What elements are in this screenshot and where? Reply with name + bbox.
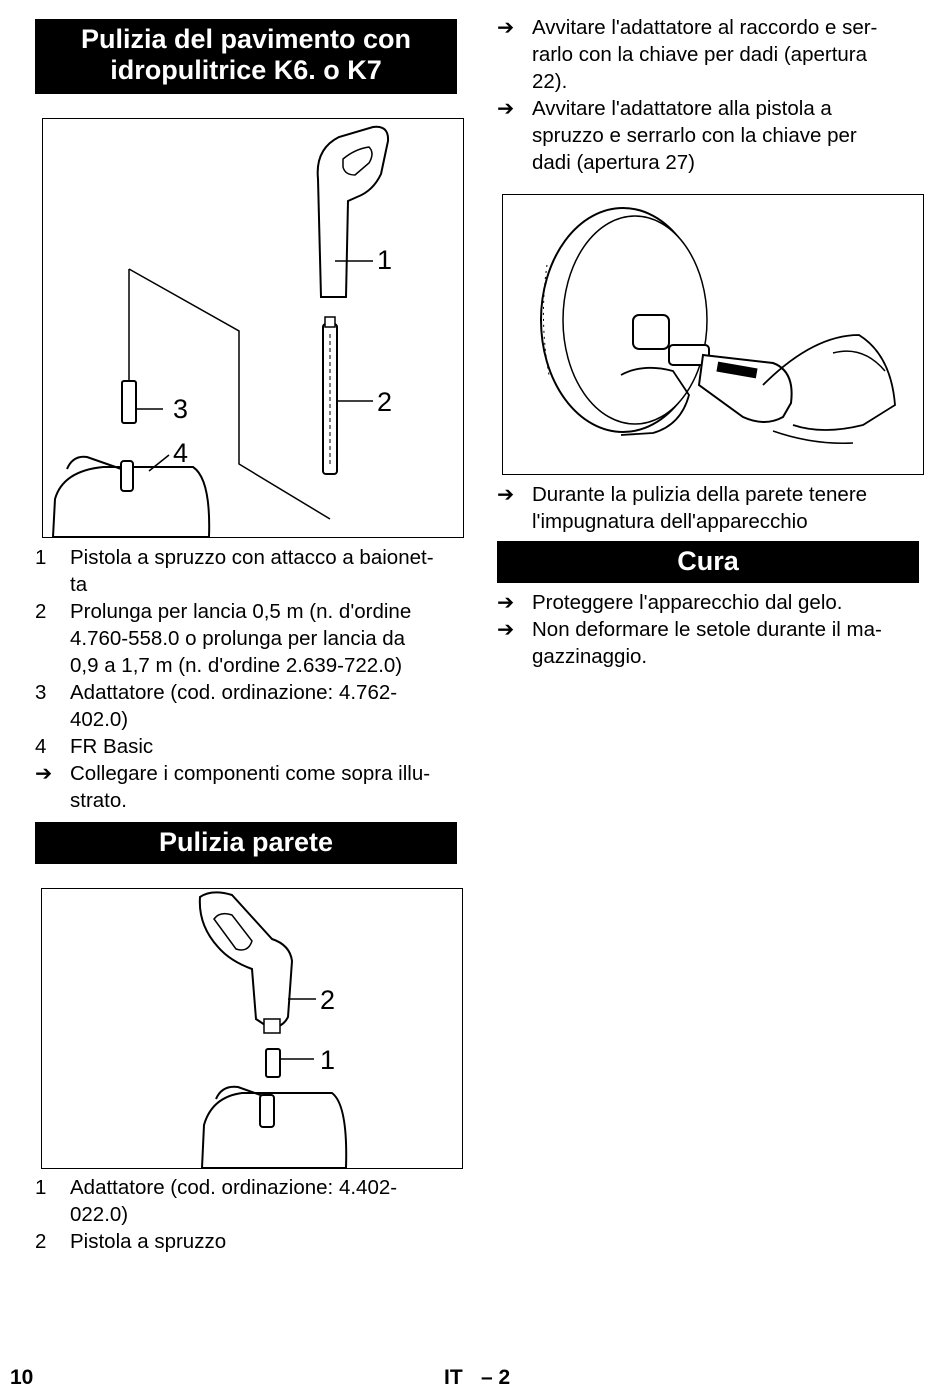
section-title-line-1: Pulizia del pavimento con	[80, 24, 412, 54]
item-text-line: Non deformare le setole durante il ma-	[532, 618, 882, 641]
wall-usage-illustration	[503, 195, 923, 474]
list-item	[497, 616, 919, 670]
list-item	[35, 679, 457, 733]
item-number: 4	[35, 735, 47, 758]
item-text-line: Proteggere l'apparecchio dal gelo.	[532, 591, 843, 614]
section-title-text: Pulizia parete	[158, 827, 334, 857]
arrow-icon: ➔	[35, 762, 53, 785]
steps-adapter-mounting	[497, 14, 919, 176]
figure-wall-usage	[502, 194, 924, 475]
spray-gun	[200, 892, 292, 1027]
item-text-line: FR Basic	[70, 735, 154, 758]
item-text-line: rarlo con la chiave per dadi (apertura	[532, 43, 868, 66]
adapter	[122, 381, 136, 423]
language-code: IT	[444, 1366, 463, 1389]
adapter	[266, 1049, 280, 1077]
item-number: 2	[35, 600, 47, 623]
item-text-line: spruzzo e serrarlo con la chiave per	[532, 124, 857, 147]
list-item	[35, 1174, 457, 1228]
item-text-line: Adattatore (cod. ordinazione: 4.402-	[70, 1176, 398, 1199]
list-item	[35, 760, 457, 814]
list-item	[497, 95, 919, 176]
figure2-callout-1: 1	[320, 1045, 336, 1075]
figure1-callout-2: 2	[377, 387, 393, 417]
section-title-floor-cleaning	[35, 19, 457, 94]
legend-wall-parts	[35, 1174, 457, 1255]
item-text-line: Prolunga per lancia 0,5 m (n. d'ordine	[70, 600, 412, 623]
section-title-text: Cura	[677, 546, 739, 576]
list-item	[497, 14, 919, 95]
figure-floor-assembly	[42, 118, 464, 538]
arrow-icon: ➔	[497, 16, 515, 39]
item-number: 1	[35, 1176, 47, 1199]
figure-wall-assembly	[41, 888, 463, 1169]
item-text-line: Avvitare l'adattatore al raccordo e ser-	[532, 16, 878, 39]
item-text-line: l'impugnatura dell'apparecchio	[532, 510, 808, 533]
item-text-line: Pistola a spruzzo con attacco a baionet-	[70, 546, 434, 569]
figure1-callout-4: 4	[173, 438, 189, 468]
item-text-line: dadi (apertura 27)	[532, 151, 695, 174]
item-text-line: 22).	[532, 70, 568, 93]
steps-wall-cleaning	[497, 481, 919, 535]
item-text-line: Pistola a spruzzo	[70, 1230, 227, 1253]
item-text-line: Durante la pulizia della parete tenere	[532, 483, 868, 506]
sub-page-number: – 2	[481, 1366, 511, 1389]
figure1-callout-1: 1	[377, 245, 393, 275]
arrow-icon: ➔	[497, 591, 515, 614]
list-item	[35, 1228, 457, 1255]
item-number: 2	[35, 1230, 47, 1253]
spray-gun	[699, 355, 792, 422]
figure2-callout-2: 2	[320, 985, 336, 1015]
item-text-line: ta	[70, 573, 88, 596]
item-number: 1	[35, 546, 47, 569]
item-text-line: Collegare i componenti come sopra illu-	[70, 762, 431, 785]
section-title-line-2: idropulitrice K6. o K7	[110, 55, 382, 85]
list-item	[35, 733, 457, 760]
list-item	[497, 589, 919, 616]
item-text-line: Avvitare l'adattatore alla pistola a	[532, 97, 832, 120]
item-text-line: 0,9 a 1,7 m (n. d'ordine 2.639-722.0)	[70, 654, 403, 677]
figure1-callout-3: 3	[173, 394, 189, 424]
item-text-line: strato.	[70, 789, 127, 812]
list-item	[497, 481, 919, 535]
item-text-line: Adattatore (cod. ordinazione: 4.762-	[70, 681, 398, 704]
arrow-icon: ➔	[497, 97, 515, 120]
item-text-line: 022.0)	[70, 1203, 129, 1226]
floor-assembly-illustration	[43, 119, 463, 537]
item-text-line: gazzinaggio.	[532, 645, 648, 668]
list-item	[35, 544, 457, 598]
list-item	[35, 598, 457, 679]
item-text-line: 402.0)	[70, 708, 129, 731]
arrow-icon: ➔	[497, 483, 515, 506]
wall-assembly-illustration	[42, 889, 462, 1168]
page-number: 10	[10, 1366, 34, 1389]
steps-care	[497, 589, 919, 670]
item-text-line: 4.760-558.0 o prolunga per lancia da	[70, 627, 406, 650]
legend-floor-parts	[35, 544, 457, 814]
arrow-icon: ➔	[497, 618, 515, 641]
item-number: 3	[35, 681, 47, 704]
section-title-wall-cleaning	[35, 822, 457, 864]
section-title-care	[497, 541, 919, 583]
